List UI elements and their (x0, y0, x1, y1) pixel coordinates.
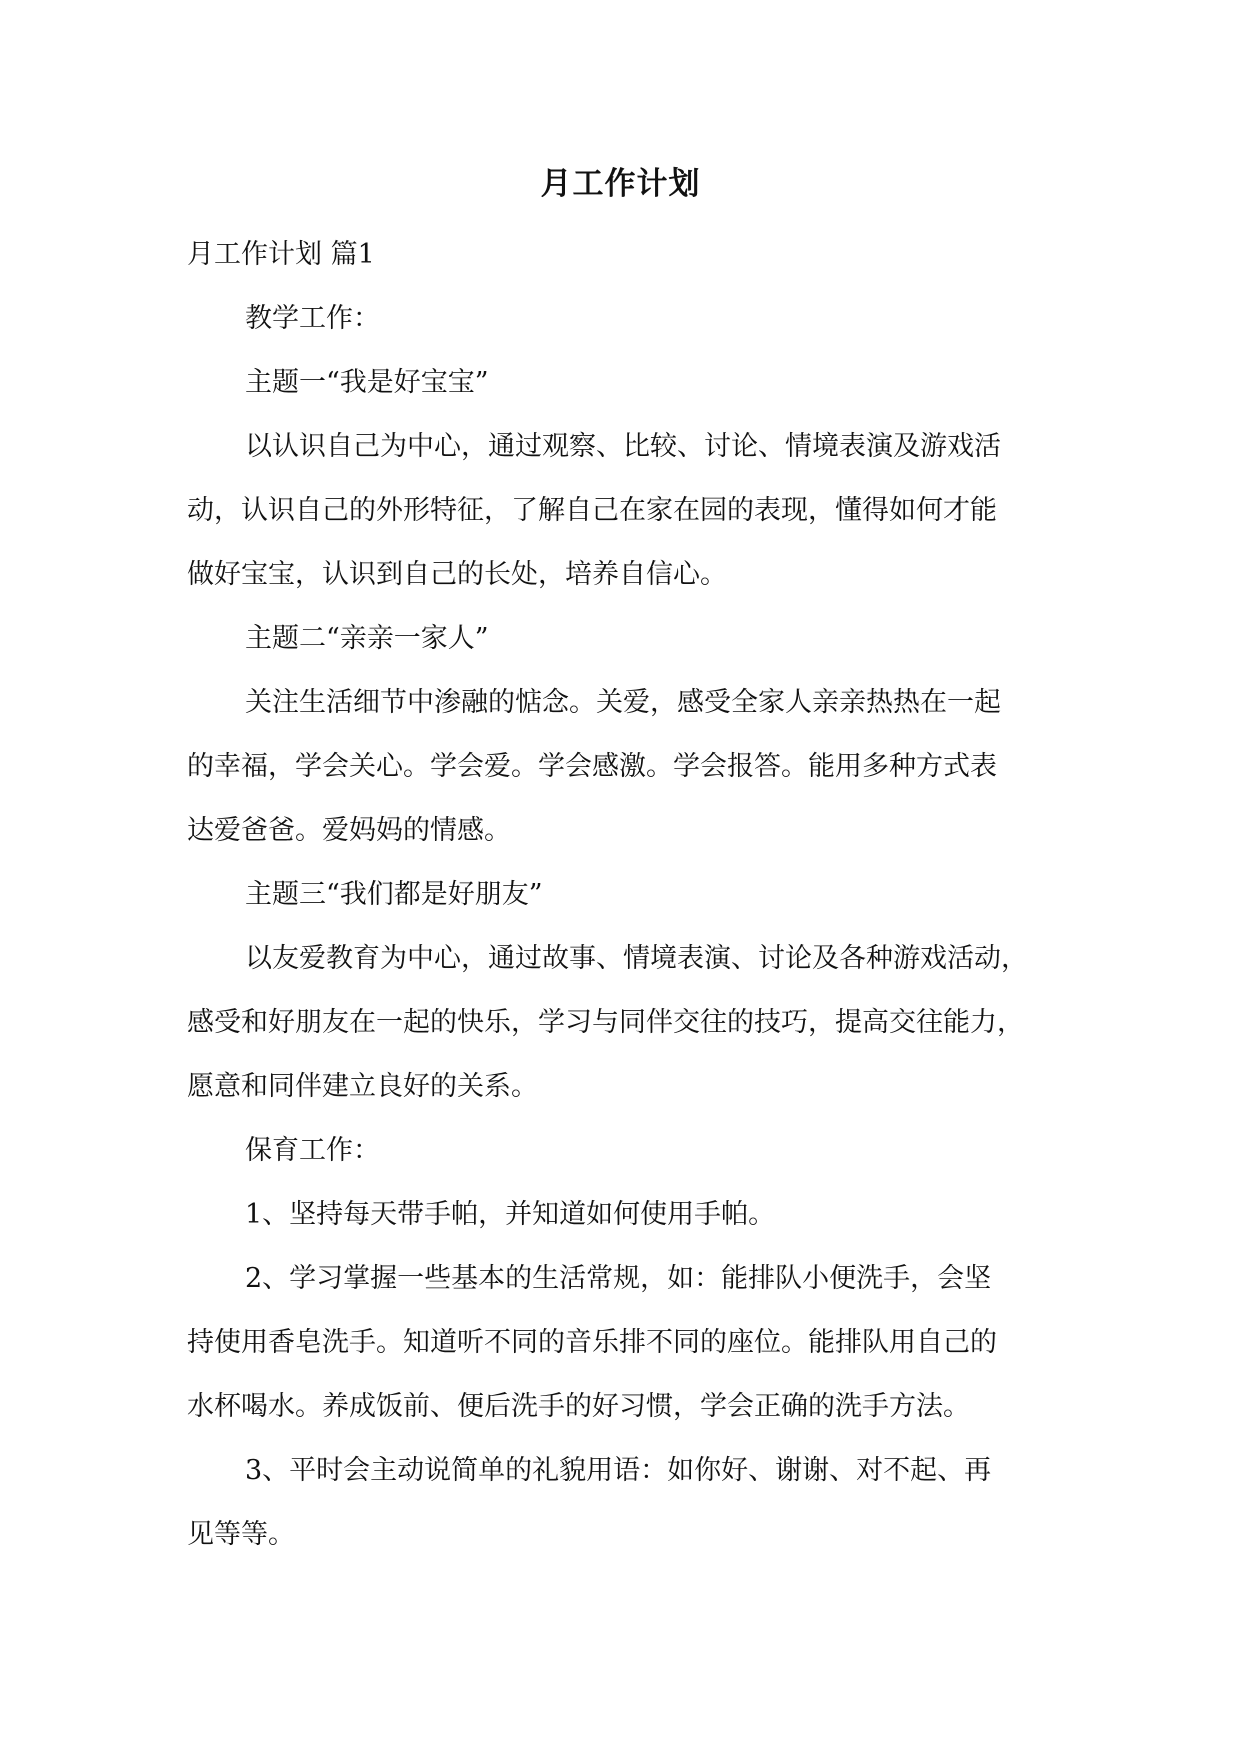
paragraph-line: 的幸福，学会关心。学会爱。学会感激。学会报答。能用多种方式表 (187, 751, 997, 782)
list-item-continuation: 水杯喝水。养成饭前、便后洗手的好习惯，学会正确的洗手方法。 (187, 1391, 970, 1422)
list-item: 3、平时会主动说简单的礼貌用语：如你好、谢谢、对不起、再 (245, 1455, 992, 1486)
document-title: 月工作计划 (540, 166, 701, 202)
list-item-continuation: 见等等。 (187, 1519, 295, 1550)
theme-one-heading: 主题一“我是好宝宝” (245, 367, 489, 398)
paragraph-line: 以认识自己为中心，通过观察、比较、讨论、情境表演及游戏活 (245, 431, 1001, 462)
list-item: 1、坚持每天带手帕，并知道如何使用手帕。 (245, 1199, 776, 1230)
paragraph-line: 愿意和同伴建立良好的关系。 (187, 1071, 538, 1102)
theme-three-heading: 主题三“我们都是好朋友” (245, 879, 543, 910)
list-item-continuation: 持使用香皂洗手。知道听不同的音乐排不同的座位。能排队用自己的 (187, 1327, 997, 1358)
paragraph-line: 动，认识自己的外形特征，了解自己在家在园的表现，懂得如何才能 (187, 495, 997, 526)
theme-two-heading: 主题二“亲亲一家人” (245, 623, 489, 654)
subheading-teaching: 教学工作： (245, 303, 380, 334)
paragraph-line: 感受和好朋友在一起的快乐，学习与同伴交往的技巧，提高交往能力， (187, 1007, 1024, 1038)
paragraph-line: 达爱爸爸。爱妈妈的情感。 (187, 815, 511, 846)
paragraph-line: 做好宝宝，认识到自己的长处，培养自信心。 (187, 559, 727, 590)
paragraph-line: 以友爱教育为中心，通过故事、情境表演、讨论及各种游戏活动， (245, 943, 1028, 974)
paragraph-line: 关注生活细节中渗融的惦念。关爱，感受全家人亲亲热热在一起 (245, 687, 1001, 718)
section-heading: 月工作计划 篇1 (187, 239, 375, 270)
list-item: 2、学习掌握一些基本的生活常规，如：能排队小便洗手，会坚 (245, 1263, 992, 1294)
subheading-care: 保育工作： (245, 1135, 380, 1166)
document-body (187, 223, 1059, 1567)
